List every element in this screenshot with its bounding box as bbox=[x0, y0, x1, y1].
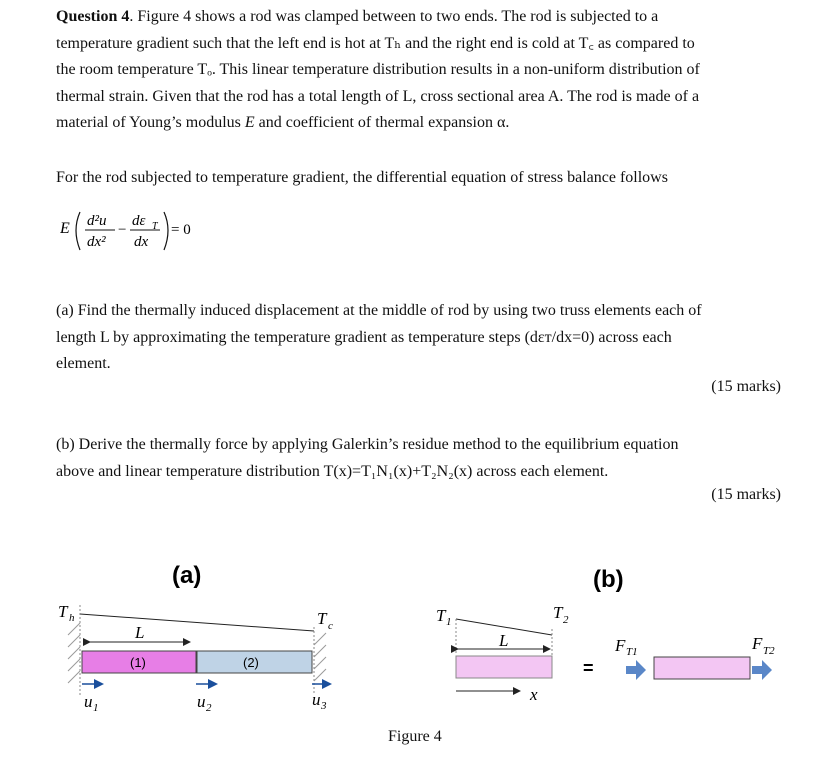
t1-label: T bbox=[436, 606, 446, 625]
eq-num2-sub: T bbox=[152, 221, 158, 232]
part-b-line1: (b) Derive the thermally force by applying Galerkin’s residue method to the equilibrium equation bbox=[56, 436, 679, 453]
question-line5b: and coefficient of thermal expansion α. bbox=[254, 114, 510, 131]
u2-sub: 2 bbox=[206, 702, 212, 714]
young-modulus-symbol: E bbox=[244, 114, 255, 131]
figure-caption: Figure 4 bbox=[388, 728, 442, 745]
eq-rhs: = 0 bbox=[171, 222, 191, 238]
element-2-label: (2) bbox=[243, 655, 259, 670]
part-b-text bbox=[56, 432, 786, 485]
tc-sub: c bbox=[328, 620, 333, 632]
part-a-line2: length L by approximating the temperature gradient as temperature steps (dεᴛ/dx=0) across each bbox=[56, 328, 672, 346]
eq-minus: − bbox=[118, 222, 127, 238]
figure-b-label: (b) bbox=[593, 566, 624, 593]
ft2-force-arrow bbox=[752, 660, 772, 680]
ft1-force-arrow bbox=[626, 660, 646, 680]
figure-a-label: (a) bbox=[172, 562, 202, 589]
element-1-label: (1) bbox=[130, 655, 146, 670]
ft1-sub: T1 bbox=[626, 646, 638, 658]
tc-label: T bbox=[317, 609, 327, 628]
u3-label: u bbox=[312, 690, 321, 709]
part-a-line1: (a) Find the thermally induced displacement at the middle of rod by using two truss elements each of bbox=[56, 302, 702, 319]
figure-4-diagram bbox=[0, 545, 828, 725]
eq-num2: dε bbox=[132, 213, 146, 229]
part-a-line3: element. bbox=[56, 355, 111, 372]
x-axis-label: x bbox=[530, 685, 538, 704]
part-a-text bbox=[56, 298, 786, 378]
part-b-marks: (15 marks) bbox=[711, 486, 781, 503]
length-label-a: L bbox=[135, 623, 145, 642]
ft2-sub: T2 bbox=[763, 645, 775, 657]
question-line4: thermal strain. Given that the rod has a total length of L, cross sectional area A. The rod is made of a bbox=[56, 87, 700, 105]
eq-left-paren bbox=[76, 212, 80, 250]
eq-num1: d²u bbox=[87, 213, 107, 229]
equals-sign: = bbox=[583, 658, 594, 678]
ft1-label: F bbox=[615, 636, 626, 655]
ft2-label: F bbox=[752, 634, 763, 653]
eq-coef: E bbox=[60, 220, 70, 237]
th-label: T bbox=[58, 602, 68, 621]
u3-sub: 3 bbox=[321, 700, 327, 712]
element-rod-b bbox=[456, 656, 552, 678]
part-b-line2: above and linear temperature distribution T(x)=T₁N₁(x)+T₂N₂(x) across each element. bbox=[56, 462, 609, 480]
eq-den2: dx bbox=[134, 234, 149, 250]
question-line5a: material of Young’s modulus bbox=[56, 114, 245, 131]
right-clamp-wall bbox=[314, 627, 326, 695]
question-number: Question 4 bbox=[56, 8, 130, 25]
question-text bbox=[56, 4, 786, 137]
question-line2: temperature gradient such that the left end is hot at Tₕ and the right end is cold at T꜀ as compared to bbox=[56, 34, 695, 52]
t2-label: T bbox=[553, 603, 563, 622]
question-line3: the room temperature Tₒ. This linear temperature distribution results in a non-uniform distribution of bbox=[56, 61, 700, 78]
intro-text: For the rod subjected to temperature gradient, the differential equation of stress balance follows bbox=[56, 169, 668, 186]
question-line1: . Figure 4 shows a rod was clamped between to two ends. The rod is subjected to a bbox=[129, 8, 659, 25]
eq-right-paren bbox=[164, 212, 168, 250]
t2-sub: 2 bbox=[563, 614, 569, 626]
u1-sub: 1 bbox=[93, 702, 99, 714]
element-free-body bbox=[654, 657, 750, 679]
t1-sub: 1 bbox=[446, 616, 452, 628]
eq-den1: dx² bbox=[87, 234, 106, 250]
temperature-gradient-line bbox=[80, 614, 314, 631]
u1-label: u bbox=[84, 692, 93, 711]
stress-balance-equation bbox=[60, 200, 280, 260]
part-a-marks: (15 marks) bbox=[711, 378, 781, 395]
length-label-b: L bbox=[499, 631, 509, 650]
u2-label: u bbox=[197, 692, 206, 711]
th-sub: h bbox=[69, 612, 75, 624]
